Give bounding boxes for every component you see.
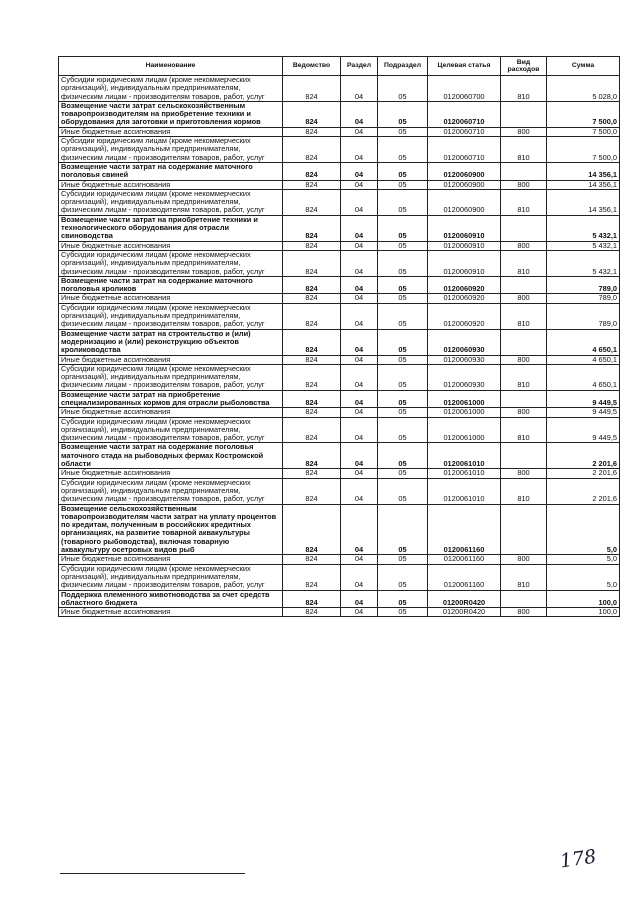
row-name: Иные бюджетные ассигнования [59,180,283,189]
table-row [59,564,620,590]
row-dept: 824 [283,564,341,590]
row-subsection: 05 [378,355,428,364]
row-dept: 824 [283,215,341,241]
row-dept: 824 [283,590,341,608]
table-row [59,408,620,417]
row-section: 04 [341,294,378,303]
row-section: 04 [341,478,378,504]
row-subsection: 05 [378,408,428,417]
row-dept: 824 [283,250,341,276]
row-exp-type: 810 [501,250,547,276]
table-row [59,608,620,617]
row-name: Субсидии юридическим лицам (кроме некоммерческих организаций), индивидуальным предпринимателям, физическим лицам - производителям товаров, работ, услуг [59,250,283,276]
row-dept: 824 [283,608,341,617]
table-row [59,390,620,408]
row-target: 0120060700 [428,76,501,102]
row-target: 0120060930 [428,364,501,390]
row-sum: 14 356,1 [547,189,620,215]
row-name: Субсидии юридическим лицам (кроме некоммерческих организаций), индивидуальным предпринимателям, физическим лицам - производителям товаров, работ, услуг [59,76,283,102]
row-exp-type [501,390,547,408]
row-section: 04 [341,137,378,163]
row-section: 04 [341,608,378,617]
row-target: 0120060920 [428,276,501,294]
row-subsection: 05 [378,564,428,590]
row-target: 0120060710 [428,127,501,136]
row-name: Субсидии юридическим лицам (кроме некоммерческих организаций), индивидуальным предпринимателям, физическим лицам - производителям товаров, работ, услуг [59,564,283,590]
table-row [59,76,620,102]
row-target: 0120060910 [428,241,501,250]
row-sum: 5 432,1 [547,215,620,241]
table-row [59,241,620,250]
header-subsection: Подраздел [378,57,428,76]
row-target: 0120060900 [428,180,501,189]
table-row [59,137,620,163]
row-dept: 824 [283,390,341,408]
row-exp-type: 800 [501,608,547,617]
table-row [59,162,620,180]
row-section: 04 [341,355,378,364]
table-row [59,555,620,564]
row-subsection: 05 [378,294,428,303]
row-sum: 5 432,1 [547,241,620,250]
row-subsection: 05 [378,608,428,617]
row-sum: 100,0 [547,590,620,608]
row-sum: 5 028,0 [547,76,620,102]
row-section: 04 [341,127,378,136]
row-sum: 2 201,6 [547,478,620,504]
row-sum: 9 449,5 [547,417,620,443]
row-subsection: 05 [378,189,428,215]
row-section: 04 [341,555,378,564]
row-subsection: 05 [378,504,428,555]
row-exp-type [501,504,547,555]
row-subsection: 05 [378,250,428,276]
table-row [59,478,620,504]
row-target: 0120060710 [428,137,501,163]
row-exp-type: 810 [501,417,547,443]
row-section: 04 [341,76,378,102]
row-section: 04 [341,180,378,189]
row-exp-type [501,276,547,294]
row-sum: 4 650,1 [547,329,620,355]
row-subsection: 05 [378,364,428,390]
header-section: Раздел [341,57,378,76]
row-subsection: 05 [378,303,428,329]
row-section: 04 [341,241,378,250]
row-exp-type: 810 [501,564,547,590]
row-subsection: 05 [378,137,428,163]
row-sum: 7 500,0 [547,127,620,136]
table-row [59,250,620,276]
row-sum: 5,0 [547,504,620,555]
row-name: Иные бюджетные ассигнования [59,555,283,564]
row-sum: 9 449,5 [547,390,620,408]
row-target: 0120061160 [428,564,501,590]
table-row [59,364,620,390]
row-dept: 824 [283,329,341,355]
row-subsection: 05 [378,241,428,250]
row-exp-type: 810 [501,478,547,504]
row-dept: 824 [283,180,341,189]
row-section: 04 [341,390,378,408]
header-dept: Ведомство [283,57,341,76]
row-section: 04 [341,504,378,555]
row-exp-type [501,329,547,355]
row-target: 0120061000 [428,390,501,408]
table-row [59,276,620,294]
row-dept: 824 [283,162,341,180]
table-row [59,101,620,127]
table-row [59,189,620,215]
table-row [59,469,620,478]
row-exp-type: 810 [501,364,547,390]
row-dept: 824 [283,303,341,329]
row-dept: 824 [283,101,341,127]
row-target: 0120060900 [428,162,501,180]
row-target: 01200R0420 [428,590,501,608]
row-target: 0120061160 [428,504,501,555]
table-row [59,294,620,303]
row-target: 0120061010 [428,478,501,504]
row-dept: 824 [283,137,341,163]
row-name: Субсидии юридическим лицам (кроме некоммерческих организаций), индивидуальным предпринимателям, физическим лицам - производителям товаров, работ, услуг [59,137,283,163]
row-target: 0120060910 [428,215,501,241]
row-dept: 824 [283,355,341,364]
table-row [59,355,620,364]
row-exp-type [501,443,547,469]
row-exp-type: 800 [501,127,547,136]
row-dept: 824 [283,504,341,555]
row-dept: 824 [283,364,341,390]
row-subsection: 05 [378,443,428,469]
row-sum: 100,0 [547,608,620,617]
table-row [59,215,620,241]
row-name: Возмещение части затрат на приобретение специализированных кормов для отрасли рыболовства [59,390,283,408]
header-sum: Сумма [547,57,620,76]
row-target: 0120060920 [428,294,501,303]
row-dept: 824 [283,443,341,469]
row-sum: 789,0 [547,303,620,329]
row-dept: 824 [283,189,341,215]
table-row [59,590,620,608]
row-subsection: 05 [378,555,428,564]
row-subsection: 05 [378,127,428,136]
row-exp-type [501,101,547,127]
row-sum: 789,0 [547,276,620,294]
row-section: 04 [341,364,378,390]
row-target: 0120060900 [428,189,501,215]
header-name: Наименование [59,57,283,76]
table-row [59,417,620,443]
row-target: 0120060910 [428,250,501,276]
row-sum: 2 201,6 [547,443,620,469]
row-subsection: 05 [378,390,428,408]
row-name: Субсидии юридическим лицам (кроме некоммерческих организаций), индивидуальным предпринимателям, физическим лицам - производителям товаров, работ, услуг [59,364,283,390]
row-subsection: 05 [378,417,428,443]
row-exp-type [501,162,547,180]
row-name: Иные бюджетные ассигнования [59,408,283,417]
row-target: 0120061010 [428,443,501,469]
header-target: Целевая статья [428,57,501,76]
row-name: Иные бюджетные ассигнования [59,127,283,136]
row-exp-type: 800 [501,469,547,478]
row-target: 0120060920 [428,303,501,329]
footnote-divider [60,873,245,874]
row-section: 04 [341,469,378,478]
row-dept: 824 [283,417,341,443]
row-section: 04 [341,564,378,590]
row-sum: 7 500,0 [547,137,620,163]
row-name: Возмещение части затрат на приобретение техники и технологического оборудования для отрасли свиноводства [59,215,283,241]
row-target: 01200R0420 [428,608,501,617]
row-name: Субсидии юридическим лицам (кроме некоммерческих организаций), индивидуальным предпринимателям, физическим лицам - производителям товаров, работ, услуг [59,189,283,215]
row-name: Поддержка племенного животноводства за счет средств областного бюджета [59,590,283,608]
row-dept: 824 [283,555,341,564]
row-target: 0120060710 [428,101,501,127]
table-row [59,180,620,189]
row-target: 0120060930 [428,355,501,364]
row-subsection: 05 [378,590,428,608]
row-sum: 14 356,1 [547,180,620,189]
row-sum: 789,0 [547,294,620,303]
row-exp-type [501,215,547,241]
row-target: 0120061160 [428,555,501,564]
table-row [59,329,620,355]
row-section: 04 [341,329,378,355]
table-header-row [59,57,620,76]
row-section: 04 [341,417,378,443]
row-subsection: 05 [378,478,428,504]
page-number: 178 [558,845,598,873]
row-subsection: 05 [378,101,428,127]
row-sum: 5,0 [547,555,620,564]
row-exp-type: 810 [501,76,547,102]
row-exp-type: 800 [501,355,547,364]
row-dept: 824 [283,469,341,478]
row-exp-type: 800 [501,294,547,303]
row-target: 0120060930 [428,329,501,355]
row-dept: 824 [283,76,341,102]
row-name: Иные бюджетные ассигнования [59,469,283,478]
row-section: 04 [341,215,378,241]
row-exp-type [501,590,547,608]
table-row [59,127,620,136]
row-dept: 824 [283,241,341,250]
row-name: Возмещение сельскохозяйственным товаропроизводителям части затрат на уплату процентов по кредитам, полученным в российских кредитных организациях, на развитие товарной аквакультуры (товарного рыбоводства), включая товарную аквакультуру осетровых видов рыб [59,504,283,555]
row-section: 04 [341,162,378,180]
row-exp-type: 810 [501,137,547,163]
row-section: 04 [341,189,378,215]
row-subsection: 05 [378,329,428,355]
table-row [59,443,620,469]
row-subsection: 05 [378,469,428,478]
row-sum: 2 201,6 [547,469,620,478]
row-sum: 4 650,1 [547,355,620,364]
row-exp-type: 800 [501,180,547,189]
row-name: Возмещение части затрат на содержание маточного поголовья кроликов [59,276,283,294]
header-exp-type: Вид расходов [501,57,547,76]
table-row [59,303,620,329]
row-sum: 14 356,1 [547,162,620,180]
row-section: 04 [341,590,378,608]
row-dept: 824 [283,408,341,417]
row-sum: 5,0 [547,564,620,590]
row-name: Иные бюджетные ассигнования [59,608,283,617]
row-subsection: 05 [378,76,428,102]
row-exp-type: 800 [501,241,547,250]
row-section: 04 [341,408,378,417]
row-subsection: 05 [378,215,428,241]
row-section: 04 [341,276,378,294]
row-dept: 824 [283,478,341,504]
row-subsection: 05 [378,180,428,189]
row-name: Субсидии юридическим лицам (кроме некоммерческих организаций), индивидуальным предпринимателям, физическим лицам - производителям товаров, работ, услуг [59,478,283,504]
row-sum: 4 650,1 [547,364,620,390]
row-name: Иные бюджетные ассигнования [59,294,283,303]
row-target: 0120061000 [428,417,501,443]
row-sum: 9 449,5 [547,408,620,417]
row-section: 04 [341,250,378,276]
row-name: Возмещение части затрат на содержание поголовья маточного стада на рыбоводных фермах Костромской области [59,443,283,469]
row-subsection: 05 [378,162,428,180]
row-exp-type: 800 [501,555,547,564]
row-exp-type: 810 [501,189,547,215]
row-target: 0120061000 [428,408,501,417]
row-section: 04 [341,303,378,329]
row-section: 04 [341,101,378,127]
row-exp-type: 800 [501,408,547,417]
row-name: Иные бюджетные ассигнования [59,355,283,364]
table-row [59,504,620,555]
row-name: Иные бюджетные ассигнования [59,241,283,250]
row-dept: 824 [283,127,341,136]
row-dept: 824 [283,294,341,303]
row-sum: 5 432,1 [547,250,620,276]
row-name: Возмещение части затрат на строительство и (или) модернизацию и (или) реконструкцию объектов кролиководства [59,329,283,355]
row-target: 0120061010 [428,469,501,478]
row-sum: 7 500,0 [547,101,620,127]
budget-table [58,56,620,617]
row-dept: 824 [283,276,341,294]
row-name: Возмещение части затрат на содержание маточного поголовья свиней [59,162,283,180]
row-name: Субсидии юридическим лицам (кроме некоммерческих организаций), индивидуальным предпринимателям, физическим лицам - производителям товаров, работ, услуг [59,417,283,443]
row-name: Субсидии юридическим лицам (кроме некоммерческих организаций), индивидуальным предпринимателям, физическим лицам - производителям товаров, работ, услуг [59,303,283,329]
row-subsection: 05 [378,276,428,294]
row-name: Возмещение части затрат сельскохозяйственным товаропроизводителям на приобретение техники и оборудования для заготовки и приготовления кормов [59,101,283,127]
row-exp-type: 810 [501,303,547,329]
row-section: 04 [341,443,378,469]
